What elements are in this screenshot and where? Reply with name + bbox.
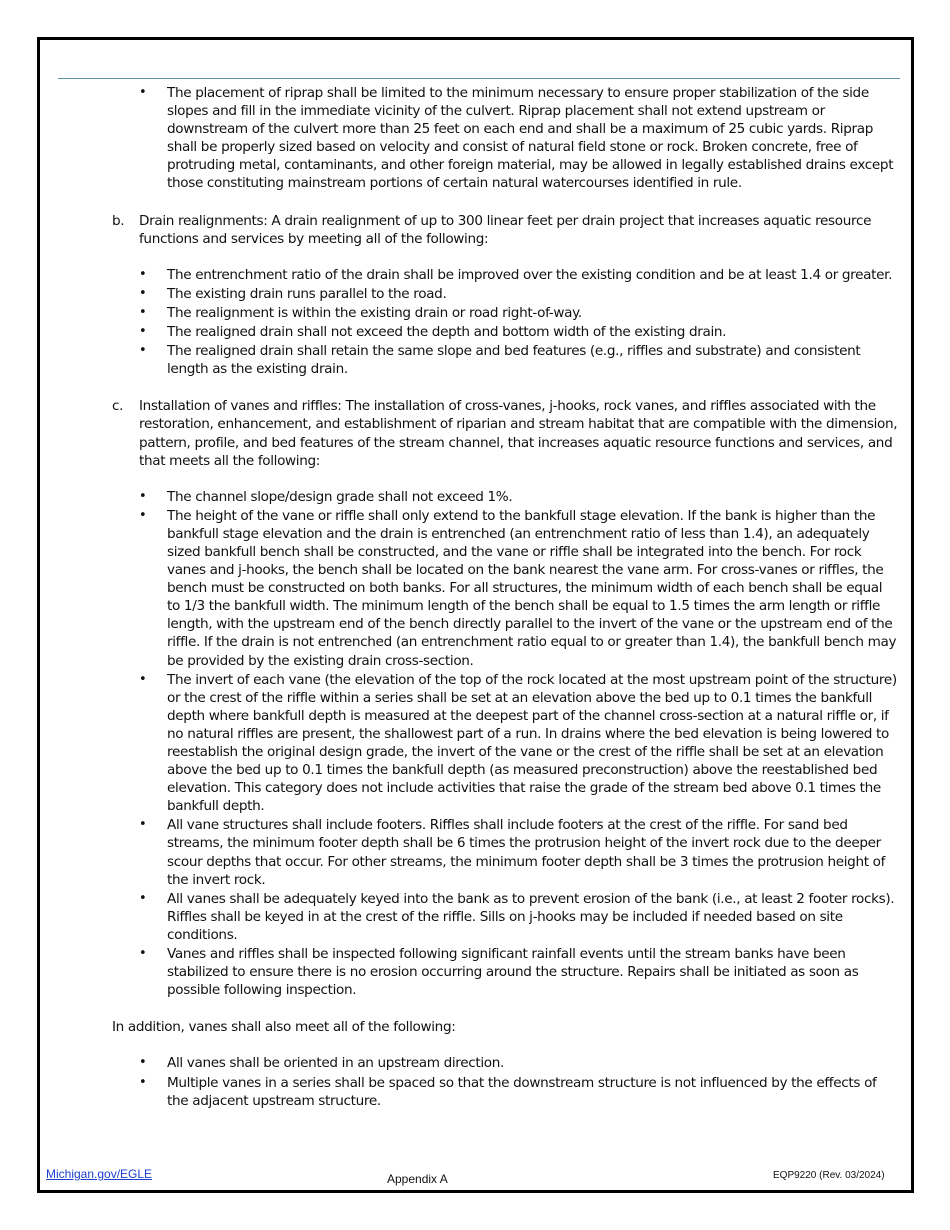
- list-item: • The channel slope/design grade shall not exceed 1%.: [167, 488, 899, 506]
- list-item: • All vane structures shall include footers. Riffles shall include footers at the crest of the riffle. For sand bed streams, the minimum footer depth shall be 6 times the protrusion height of the invert rock due to the deeper scour depths that occur. For other streams, the minimum footer depth shall be 3 times the protrusion height of the invert rock.: [167, 816, 899, 888]
- section-c-text: Installation of vanes and riffles: The installation of cross-vanes, j-hooks, rock vanes, and riffles associated with the restoration, enhancement, and establishment of riparian and stream habitat that are compatible with the dimension, pattern, profile, and bed features of the stream channel, that increases aquatic resource functions and services, and that meets all the following:: [139, 398, 898, 469]
- list-item: • All vanes shall be oriented in an upstream direction.: [167, 1054, 899, 1072]
- section-b-bullet-list: [0, 266, 950, 379]
- list-item: • The placement of riprap shall be limited to the minimum necessary to ensure proper stabilization of the side slopes and fill in the immediate vicinity of the culvert. Riprap placement shall not extend upstream or downstream of the culvert more than 25 feet on each end and shall be a maximum of 25 cubic yards. Riprap shall be properly sized based on velocity and consist of natural field stone or rock. Broken concrete, free of protruding metal, contaminants, and other foreign material, may be allowed in legally established drains except those constituting mainstream portions of certain natural watercourses identified in rule.: [167, 84, 899, 193]
- document-body: [0, 84, 950, 1111]
- section-b-text: Drain realignments: A drain realignment of up to 300 linear feet per drain project that increases aquatic resource functions and services by meeting all of the following:: [139, 212, 872, 247]
- list-item: • The invert of each vane (the elevation of the top of the rock located at the most upstream point of the structure) or the crest of the riffle within a series shall be set at an elevation above the bed up to 0.1 times the bankfull depth where bankfull depth is measured at the deepest part of the channel cross-section at a natural riffle or, if no natural riffles are present, the shallowest part of a run. In drains where the bed elevation is being lowered to reestablish the original design grade, the invert of the vane or the crest of the riffle shall be set at an elevation above the bed up to 0.1 times the bankfull depth (as measured preconstruction) above the reestablished bed elevation. This category does not include activities that raise the grade of the stream bed above 0.1 times the bankfull depth.: [167, 671, 899, 816]
- section-b-letter: b.: [112, 212, 125, 229]
- list-item: • Multiple vanes in a series shall be spaced so that the downstream structure is not influenced by the effects of the adjacent upstream structure.: [167, 1074, 899, 1110]
- list-item: • The existing drain runs parallel to the road.: [167, 285, 899, 303]
- riprap-bullet-list: [0, 84, 950, 193]
- addition-paragraph: In addition, vanes shall also meet all of the following:: [112, 1019, 456, 1036]
- list-item: • Vanes and riffles shall be inspected following significant rainfall events until the stream banks have been stabilized to ensure there is no erosion occurring around the structure. Repairs shall be initiated as soon as possible following inspection.: [167, 945, 899, 999]
- footer-appendix-label: Appendix A: [387, 1172, 448, 1186]
- list-item: • The entrenchment ratio of the drain shall be improved over the existing condition and be at least 1.4 or greater.: [167, 266, 899, 284]
- section-b-paragraph: [112, 212, 899, 248]
- list-item: • All vanes shall be adequately keyed into the bank as to prevent erosion of the bank (i.e., at least 2 footer rocks). Riffles shall be keyed in at the crest of the riffle. Sills on j-hooks may be included if needed based on site conditions.: [167, 890, 899, 944]
- footer-form-number: EQP9220 (Rev. 03/2024): [773, 1170, 885, 1181]
- list-item: • The height of the vane or riffle shall only extend to the bankfull stage elevation. If the bank is higher than the bankfull stage elevation and the drain is entrenched (an entrenchment ratio of less than 1.4), an adequately sized bankfull bench shall be constructed, and the vane or riffle shall be integrated into the bench. For rock vanes and j-hooks, the bench shall be located on the bank nearest the vane arm. For cross-vanes or riffles, the bench must be constructed on both banks. For all structures, the minimum width of each bench shall be equal to 1/3 the bankfull width. The minimum length of the bench shall be equal to 1.5 times the arm length or riffle length, with the upstream end of the bench directly parallel to the invert of the vane or the upstream end of the riffle. If the drain is not entrenched (an entrenchment ratio equal to or greater than 1.4), the bankfull bench may be provided by the existing drain cross-section.: [167, 507, 899, 670]
- section-c-paragraph: [112, 397, 899, 469]
- section-c-letter: c.: [112, 398, 124, 415]
- list-item: • The realigned drain shall retain the same slope and bed features (e.g., riffles and substrate) and consistent length as the existing drain.: [167, 342, 899, 378]
- section-c-bullet-list: [0, 488, 950, 1000]
- list-item: • The realigned drain shall not exceed the depth and bottom width of the existing drain.: [167, 323, 899, 341]
- addition-bullet-list: [0, 1054, 950, 1109]
- list-item: • The realignment is within the existing drain or road right-of-way.: [167, 304, 899, 322]
- footer-egle-link[interactable]: Michigan.gov/EGLE: [46, 1167, 153, 1181]
- header-rule: [58, 78, 900, 79]
